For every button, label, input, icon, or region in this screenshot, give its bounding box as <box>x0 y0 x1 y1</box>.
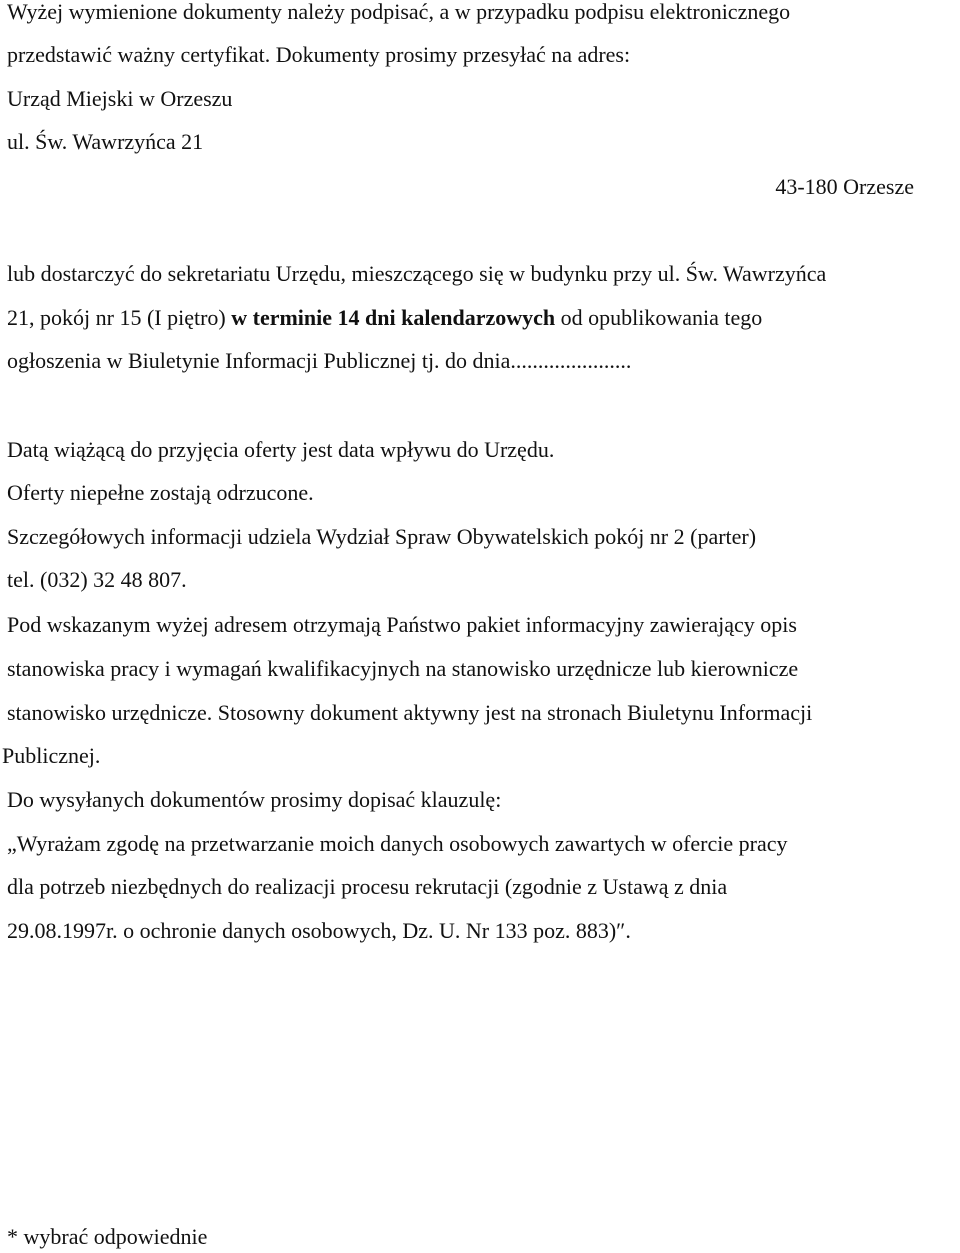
paragraph-line: Wyżej wymienione dokumenty należy podpisać, a w przypadku podpisu elektronicznego <box>7 0 791 24</box>
paragraph-line: lub dostarczyć do sekretariatu Urzędu, mieszczącego się w budynku przy ul. Św. Wawrzyńca <box>7 261 827 286</box>
paragraph-line: Pod wskazanym wyżej adresem otrzymają Państwo pakiet informacyjny zawierający opis <box>7 612 797 637</box>
deadline-emphasis: w terminie 14 dni kalendarzowych <box>231 305 556 330</box>
info-line: Oferty niepełne zostają odrzucone. <box>7 480 314 505</box>
clause-line: „Wyrażam zgodę na przetwarzanie moich danych osobowych zawartych w ofercie pracy <box>7 831 788 856</box>
address-line: Urząd Miejski w Orzeszu <box>7 86 233 111</box>
info-line: Datą wiążącą do przyjęcia oferty jest data wpływu do Urzędu. <box>7 437 555 462</box>
clause-intro: Do wysyłanych dokumentów prosimy dopisać klauzulę: <box>7 787 502 812</box>
info-line: tel. (032) 32 48 807. <box>7 567 187 592</box>
text-segment: 21, pokój nr 15 (I piętro) <box>7 305 232 330</box>
paragraph-line: ogłoszenia w Biuletynie Informacji Publicznej tj. do dnia...................... <box>7 348 632 373</box>
paragraph-line: Publicznej. <box>2 743 101 768</box>
info-line: Szczegółowych informacji udziela Wydział Spraw Obywatelskich pokój nr 2 (parter) <box>7 524 757 549</box>
address-line: ul. Św. Wawrzyńca 21 <box>7 129 204 154</box>
address-postal: 43-180 Orzesze <box>775 174 914 199</box>
paragraph-line: przedstawić ważny certyfikat. Dokumenty prosimy przesyłać na adres: <box>7 42 631 67</box>
paragraph-line: stanowiska pracy i wymagań kwalifikacyjnych na stanowisko urzędnicze lub kierownicze <box>7 656 799 681</box>
paragraph-line: stanowisko urzędnicze. Stosowny dokument aktywny jest na stronach Biuletynu Informacji <box>7 700 813 725</box>
clause-line: dla potrzeb niezbędnych do realizacji procesu rekrutacji (zgodnie z Ustawą z dnia <box>7 874 728 899</box>
clause-line: 29.08.1997r. o ochronie danych osobowych, Dz. U. Nr 133 poz. 883)″. <box>7 918 631 943</box>
paragraph-line <box>7 303 762 333</box>
footnote: * wybrać odpowiednie <box>7 1224 208 1249</box>
text-segment: od opublikowania tego <box>555 305 763 330</box>
